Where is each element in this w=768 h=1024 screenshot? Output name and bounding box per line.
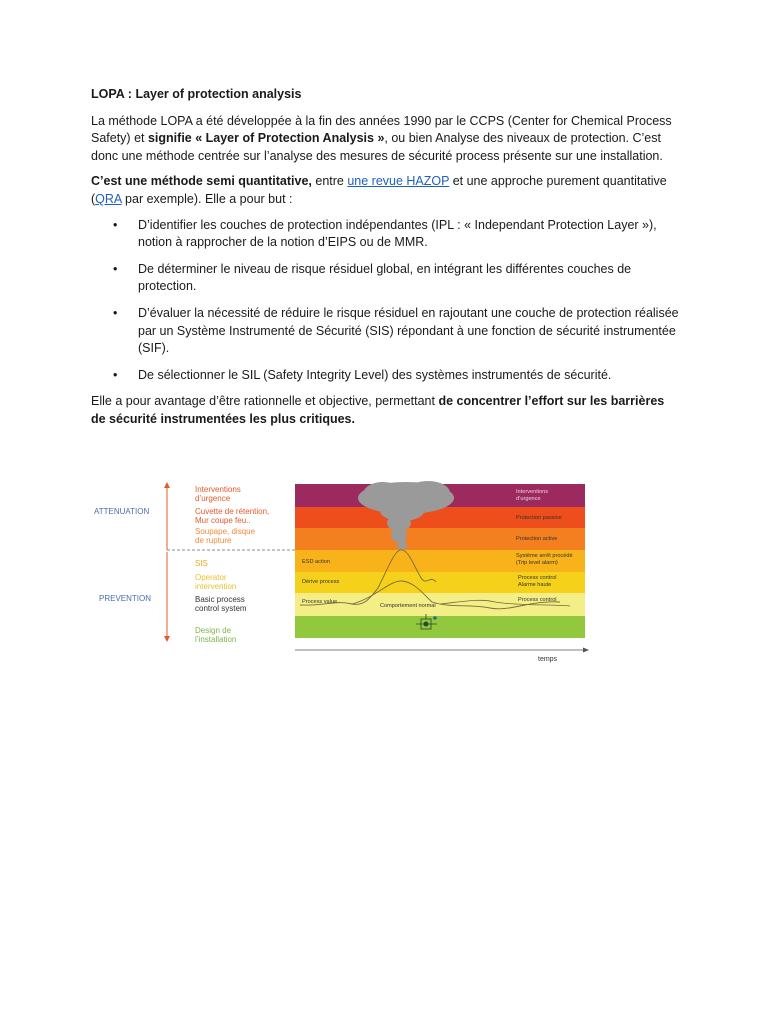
intro-text-a: La méthode LOPA a été développée à la fin des années 1990 par le CCPS (Center for Chemical Process Safety) et	[91, 113, 672, 146]
list-item-text: De sélectionner le SIL (Safety Integrity Level) des systèmes instrumentés de sécurité.	[138, 367, 612, 382]
band-label-process-control-alarm: Process control Alarme haute	[518, 575, 557, 588]
layer-cuvette-text: Cuvette de rétention, Mur coupe feu..	[195, 507, 270, 525]
time-axis-label: temps	[538, 656, 558, 663]
band-label-protection-passive: Protection passive	[516, 515, 562, 521]
inner-label-process-value: Process value	[302, 599, 338, 605]
intro-text-bold: signifie « Layer of Protection Analysis »	[147, 131, 385, 146]
layer-bpcs-text: Basic process control system	[195, 595, 247, 613]
inner-label-comportement: Comportement normal	[380, 603, 436, 609]
band-label-interventions: Interventions d’urgence	[516, 489, 549, 502]
paragraph-intro	[91, 113, 681, 166]
bullet-icon: •	[113, 217, 118, 232]
list-item-text: D’évaluer la nécessité de réduire le risque résiduel en rajoutant une couche de protection réalisée par un Système Instrumenté de Sécurité (SIS) répondant à une fonction de sécurité instrumentée (SIF).	[138, 305, 679, 356]
band-label-systeme-arret: Système arrêt procédé (Trip level alarm)	[516, 553, 573, 566]
lopa-diagram	[90, 478, 600, 668]
list-item	[91, 305, 681, 358]
qra-link[interactable]: QRA	[95, 191, 122, 206]
page-title: LOPA : Layer of protection analysis	[91, 87, 302, 101]
layer-soupape-text: Soupape, disque de rupture	[195, 527, 256, 545]
advantage-text: Elle a pour avantage d’être rationnelle et objective, permettant	[91, 394, 439, 409]
list-item	[91, 261, 681, 296]
layer-sis: SIS	[195, 559, 208, 568]
bullet-icon: •	[113, 261, 118, 276]
paragraph-advantage	[91, 393, 681, 428]
inner-label-derive: Dérive process	[302, 579, 340, 585]
method-text-d: par exemple). Elle a pour but :	[121, 191, 293, 206]
layer-design-text: Design de l’installation	[195, 626, 237, 644]
prevention-label: PREVENTION	[99, 594, 152, 603]
hazop-link[interactable]: une revue HAZOP	[347, 174, 450, 189]
list-item	[91, 217, 681, 252]
smoke-cloud-icon	[358, 481, 454, 550]
paragraph-method	[91, 173, 681, 208]
document-body	[91, 86, 681, 437]
method-text-c: et une approche purement quantitative (	[91, 174, 667, 206]
list-item-text: D’identifier les couches de protection indépendantes (IPL : « Independant Protection Layer »), notion à rapprocher de la notion d’EIPS ou de MMR.	[138, 217, 657, 250]
advantage-bold: de concentrer l’effort sur les barrières de sécurité instrumentées les plus critiques.	[91, 394, 665, 426]
lopa-curves	[90, 478, 600, 668]
process-flame-icon	[416, 614, 437, 629]
goals-list	[91, 217, 681, 385]
method-text-b: entre	[311, 174, 348, 189]
inner-label-esd: ESD action	[302, 559, 330, 565]
bullet-icon: •	[113, 305, 118, 320]
layer-interventions-text: Interventions d’urgence	[195, 485, 241, 503]
layer-operator-text: Operator intervention	[195, 573, 237, 591]
bullet-icon: •	[113, 367, 118, 382]
attenuation-label: ATTENUATION	[94, 507, 150, 516]
band-label-protection-active: Protection active	[516, 536, 558, 542]
band-label-process-control: Process control	[518, 597, 557, 603]
intro-text-c: , ou bien Analyse des niveaux de protection. C’est donc une méthode centrée sur l’analyse des mesures de sécurité process présente sur une installation.	[91, 131, 663, 163]
list-item-text: De déterminer le niveau de risque résiduel global, en intégrant les différentes couches de protection.	[138, 261, 632, 294]
list-item	[91, 367, 681, 385]
method-bold: C’est une méthode semi quantitative,	[91, 174, 312, 189]
